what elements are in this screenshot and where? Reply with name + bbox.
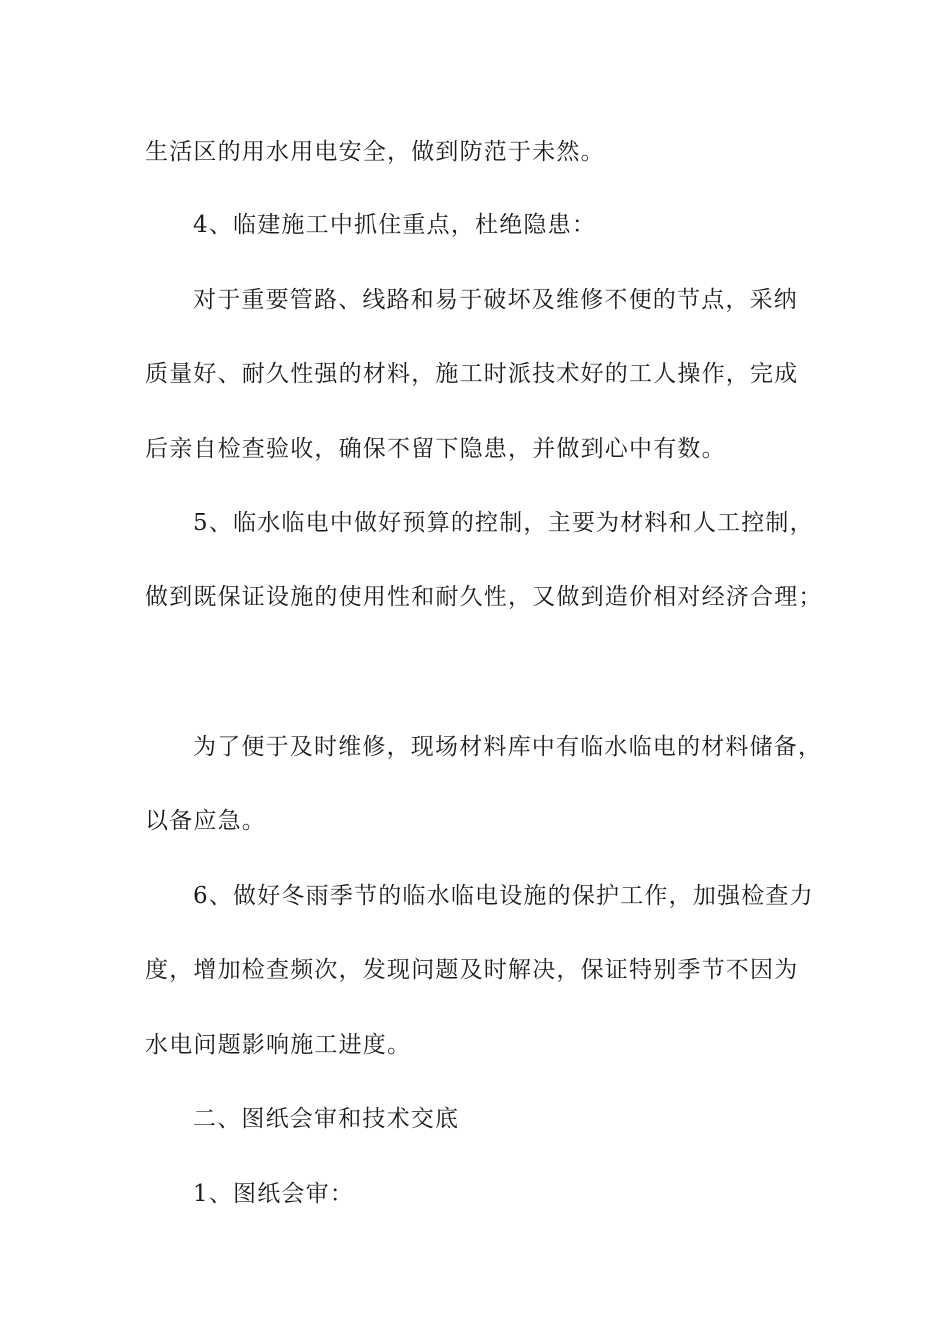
paragraph-line: 为了便于及时维修，现场材料库中有临水临电的材料储备， — [193, 734, 823, 760]
subsection-heading: 1、图纸会审： — [193, 1181, 355, 1207]
paragraph-line: 做到既保证设施的使用性和耐久性，又做到造价相对经济合理； — [145, 584, 823, 610]
text-line: 生活区的用水用电安全，做到防范于未然。 — [145, 139, 605, 165]
chapter-heading: 二、图纸会审和技术交底 — [193, 1106, 460, 1132]
paragraph-line: 以备应急。 — [145, 808, 266, 834]
paragraph-line: 对于重要管路、线路和易于破坏及维修不便的节点，采纳 — [193, 287, 798, 313]
paragraph-line: 度，增加检查频次，发现问题及时解决，保证特别季节不因为 — [145, 957, 799, 983]
paragraph-line: 后亲自检查验收，确保不留下隐患，并做到心中有数。 — [145, 436, 726, 462]
paragraph-line: 水电问题影响施工进度。 — [145, 1032, 412, 1058]
section-heading-4: 4、临建施工中抓住重点，杜绝隐患： — [193, 212, 597, 238]
section-heading-6: 6、做好冬雨季节的临水临电设施的保护工作，加强检查力 — [193, 883, 814, 909]
section-heading-5: 5、临水临电中做好预算的控制，主要为材料和人工控制， — [193, 510, 814, 536]
paragraph-line: 质量好、耐久性强的材料，施工时派技术好的工人操作，完成 — [145, 361, 799, 387]
